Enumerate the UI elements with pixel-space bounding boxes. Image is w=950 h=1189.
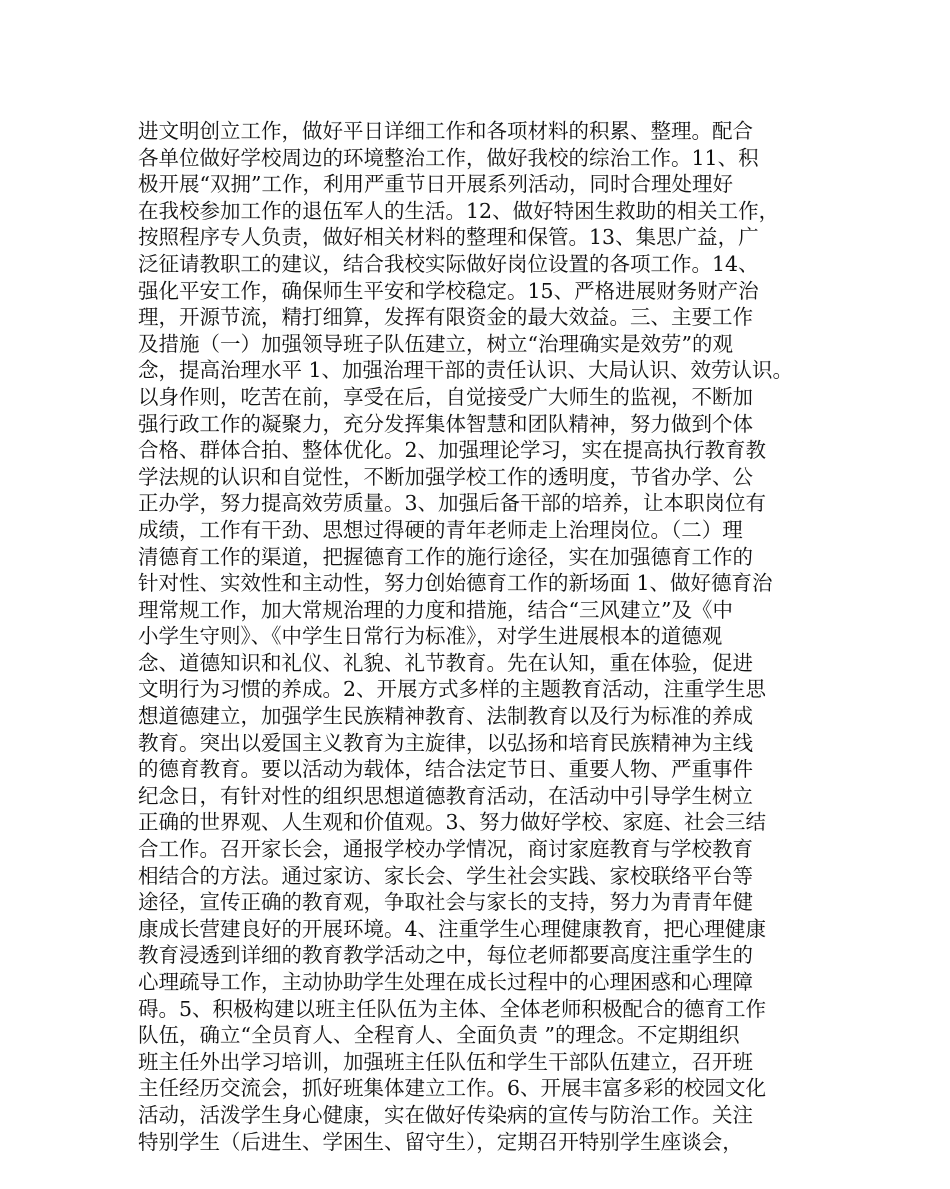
text-line: 教育。突出以爱国主义教育为主旋律，以弘扬和培育民族精神为主线: [138, 730, 753, 755]
text-line: 心理疏导工作，主动协助学生处理在成长过程中的心理困惑和心理障: [138, 970, 753, 994]
text-line: 在我校参加工作的退伍军人的生活。12、做好特困生救助的相关工作，: [138, 198, 780, 223]
text-line: 班主任外出学习培训，加强班主任队伍和学生干部队伍建立，召开班: [138, 1049, 753, 1074]
text-line: 康成长营建良好的开展环境。4、注重学生心理健康教育，把心理健康: [138, 916, 767, 941]
text-line: 碍。5、积极构建以班主任队伍为主体、全体老师积极配合的德育工作: [138, 996, 767, 1021]
text-line: 各单位做好学校周边的环境整治工作，做好我校的综治工作。11、积: [138, 145, 759, 170]
text-line: 途径，宣传正确的教育观，争取社会与家长的支持，努力为青青年健: [138, 890, 753, 915]
text-line: 特别学生（后进生、学困生、留守生），定期召开特别学生座谈会，: [138, 1129, 743, 1154]
text-line: 学法规的认识和自觉性，不断加强学校工作的透明度，节省办学、公: [138, 464, 753, 489]
text-line: 进文明创立工作，做好平日详细工作和各项材料的积累、整理。配合: [138, 119, 753, 143]
text-line: 泛征请教职工的建议，结合我校实际做好岗位设置的各项工作。14、: [138, 251, 759, 276]
text-line: 念、道德知识和礼仪、礼貌、礼节教育。先在认知，重在体验，促进: [138, 650, 753, 675]
text-line: 的德育教育。要以活动为载体，结合法定节日、重要人物、严重事件: [138, 757, 753, 782]
text-line: 相结合的方法。通过家访、家长会、学生社会实践、家校联络平台等: [138, 863, 753, 888]
text-line: 强化平安工作，确保师生平安和学校稳定。15、严格进展财务财产治: [138, 278, 759, 303]
text-line: 按照程序专人负责，做好相关材料的整理和保管。13、集思广益，广: [138, 225, 759, 250]
text-line: 正办学，努力提高效劳质量。3、加强后备干部的培养，让本职岗位有: [138, 491, 767, 516]
text-line: 针对性、实效性和主动性，努力创始德育工作的新场面 1、做好德育治: [138, 571, 773, 596]
text-line: 念，提高治理水平 1、加强治理干部的责任认识、大局认识、效劳认识。: [138, 358, 794, 383]
text-line: 清德育工作的渠道，把握德育工作的施行途径，实在加强德育工作的: [138, 544, 753, 569]
text-line: 强行政工作的凝聚力，充分发挥集体智慧和团队精神，努力做到个体: [138, 411, 753, 436]
text-line: 小学生守则》、《中学生日常行为标准》，对学生进展根本的道德观: [138, 624, 723, 649]
text-line: 主任经历交流会，抓好班集体建立工作。6、开展丰富多彩的校园文化: [138, 1076, 767, 1101]
text-line: 文明行为习惯的养成。2、开展方式多样的主题教育活动，注重学生思: [138, 677, 767, 702]
text-line: 队伍，确立“全员育人、全程育人、全面负责 ”的理念。不定期组织: [138, 1023, 740, 1048]
text-line: 理，开源节流，精打细算，发挥有限资金的最大效益。三、主要工作: [138, 305, 753, 330]
text-line: 正确的世界观、人生观和价值观。3、努力做好学校、家庭、社会三结: [138, 810, 767, 835]
text-line: 理常规工作，加大常规治理的力度和措施，结合“三风建立”及《中: [138, 597, 733, 622]
text-line: 以身作则，吃苦在前，享受在后，自觉接受广大师生的监视，不断加: [138, 384, 753, 409]
text-line: 教育浸透到详细的教育教学活动之中，每位老师都要高度注重学生的: [138, 943, 753, 968]
text-line: 合格、群体合拍、整体优化。2、加强理论学习，实在提高执行教育教: [138, 438, 767, 463]
text-line: 及措施（一）加强领导班子队伍建立，树立“治理确实是效劳”的观: [138, 331, 733, 356]
text-line: 想道德建立，加强学生民族精神教育、法制教育以及行为标准的养成: [138, 704, 753, 729]
text-line: 活动，活泼学生身心健康，实在做好传染病的宣传与防治工作。关注: [138, 1102, 753, 1127]
text-line: 成绩，工作有干劲、思想过得硬的青年老师走上治理岗位。（二）理: [138, 517, 743, 542]
text-line: 纪念日，有针对性的组织思想道德教育活动，在活动中引导学生树立: [138, 783, 753, 808]
body-text: [138, 118, 828, 1155]
text-line: 合工作。召开家长会，通报学校办学情况，商讨家庭教育与学校教育: [138, 837, 753, 862]
text-line: 极开展“双拥”工作，利用严重节日开展系列活动，同时合理处理好: [138, 172, 733, 197]
